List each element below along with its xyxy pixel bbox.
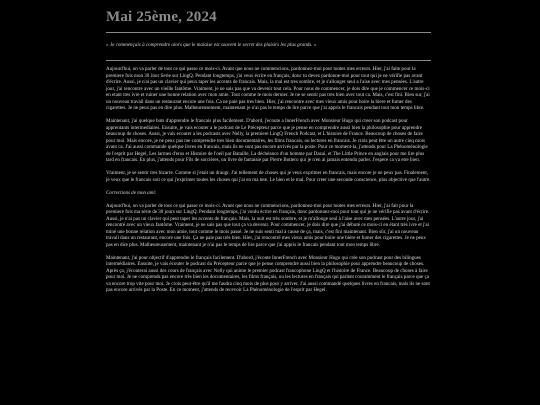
post-body [106,66,431,405]
corrections-heading: Corrections de mon ami: [106,189,157,196]
paragraph: Maintenant, j'ai quelque buts d'apprendre le francais plus facilement. D'abord, j'ecoute a InnerFrench avec Monsieur Hugo qui creer son podcast pour apprentants intermediaires. Ensuite, je vais ecouter a le podcast de Le Précepteur parce que je pense en comprendre aussi bien la philosophie pour apprendre beaucoup de choses. Aussi, je vais ecouter a les podcasts avec Nelly, la premiere LingQ French Podcast, et L'histoire de France. Beaucoup de choses de faire pour moi. Mais encore, je ne peux pas me comprendre tres bien documentaires, les films francais, ou lectures en francais. Je crois peut être un autre cinq mois avant ca. J'ai aussi commande quelque livres en francais, mais ils ne sont pas encore arrivés par la poste. Pour ce moment-la, j'attends pour La Phénoménologie de l'esprit par Hegel, Les larmes d'eros et Histoire de l'oeil par Bataille, La déchéance d'un homme par Dazai, et The Little Prince en anglais pour me lire plus tard en francais. En plus, j'attends pour Fils de sorcières, un livre de fantaisie par Pierre Bottero qui je n'en ai jamais entendu parler. J'espere ca va etre bien. [106,118,428,163]
title-divider [106,32,431,33]
paragraph: Aujourd'hui, on va parler de tout ce qui passe ce mois-ci. Avant que nous ne commencions, pardonnez-moi pour toutes mes erreurs. Hier, j'ai faite pour la premiere fois mon 30 Jour Serie sur LingQ. Pendant longtemps, j'ai veux écrire en français, donc tu devez pardonne-moi pour tout qui je ne vérifie pas avant d'écrire. Aussi, je n'ai pas un clavier qui peux taper les accents de francais. Mais, la mal est tres sombre, et je s'allonger seul a l'aise avec mes pensées. L'autre jour, j'ai rencontre avec un vieille fantôme. Vraiment, je ne sais pas que va devenir tout cela. Pour nous de commencer, je dois dire que je commencer ce mois-ci en etant tres ivre et ruiner une bonne relation avec mon amie. Tout comme le mois dernier. Je ne se sentir pas tres bien avec tout ca. Mais, c'est fini. Bien sur, j'ai un nouveau travail dans un restaurant encore une fois. Ca ne paie pas tres bien. Hier, j'ai rencontre avec mes vieux amis pour boire la biere et fumer des cigarettes. Je ne peux pas en dire plus. Malheureusement, maintenant je n'ai pas le temps de lire parce que j'ai appris le francais pendant tout mon temps libre. [106,66,430,111]
epigraph-divider [106,60,431,61]
paragraph: Aujourd'hui, on va parler de tout ce qui passe ce mois-ci. Avant que nous ne commencions, pardonnez-moi pour toutes mes erreurs. Hier, j'ai fait pour la premiere fois ma série de 30 jours sur LingQ. Pendant longtemps, j'ai voulu écrire en français, donc pardonnez-moi pour tout qui je ne vérifie pas avant d'écrire. Aussi, je n'ai pas un clavier qui peut taper les accents de français. Mais, la nuit est très sombre, et je m'allonge seul à l'aise avec mes pensées. L'autre jour, j'ai rencontré avec un vieux fantôme. Vraiment, je ne sais pas que tout ça va devenir. Pour commencer, je dois dire que j'ai débuté ce mois-ci en étant très ivre et j'ai miné une bonne relation avec mon amie, tout comme le mois passé. Je ne suis senti mal à cause de ça, mais, c'est fini maintenant. Bien sûr, j'ai un nouveau travail dans un restaurant, encore une fois. Ça ne paie pas très bien. Hier, j'ai rencontré mes vieux amis pour boire une bière et fumer des cigarettes. Je ne peux pas en dire plus. Malheureusement, maintenant je n'ai pas le temps de lire parce que j'ai appris le francais pendant tout mon temps libre. [106,202,430,248]
paragraph: Vraiment, je se sentir tres bizarre. Comme si j'etait un draugr. J'ai tellement de choses qui je veux exprimer en francais, mais encore je ne peux pas. Finalement, je veux que le francais soit ce qui j'exprimer toutes les choses qui j'ai en ma tete. Le bien et le mal. Pour creer une seconde conscience, plus objective que l'autre. [106,170,431,183]
paragraph: Maintenant, j'ai pour objectif d'apprendre le français facilement. D'abord, j'écoute InnerFrench avec Monsieur Hugo qui crée son podcast pour des bilingues intermédiaires. Ensuite, je vais écouter le podcast du Précepteur parce que je pense comprendre aussi bien la philosophie pour apprendre beaucoup de choses. Après ça, j'écouterai aussi des cours de français avec Nelly qui anime le premier podcast francophone LingQ et l'histoire de France. Beaucoup de choses à faire pour moi. Je ne comprends pas encore très bien les documentaires, les films français, ou les lectures en français qui parlent couramment le français parce que ça va encore trop vite pour moi. Je crois peut-être qu'il me faudra cinq mois de plus pour y arriver. J'ai aussi commandé quelques livres en francais, mais ils ne sont pas encore arrivés par la Poste. En ce moment, j'attends de recevoir La Phénoménologie de l'esprit par Hegel. [106,254,430,293]
post-title: Mai 25ème, 2024 [106,9,217,25]
post-epigraph: « Je commençais à comprendre alors que le malaise est souvent le secret des plaisirs les plus grands. » [106,42,317,48]
